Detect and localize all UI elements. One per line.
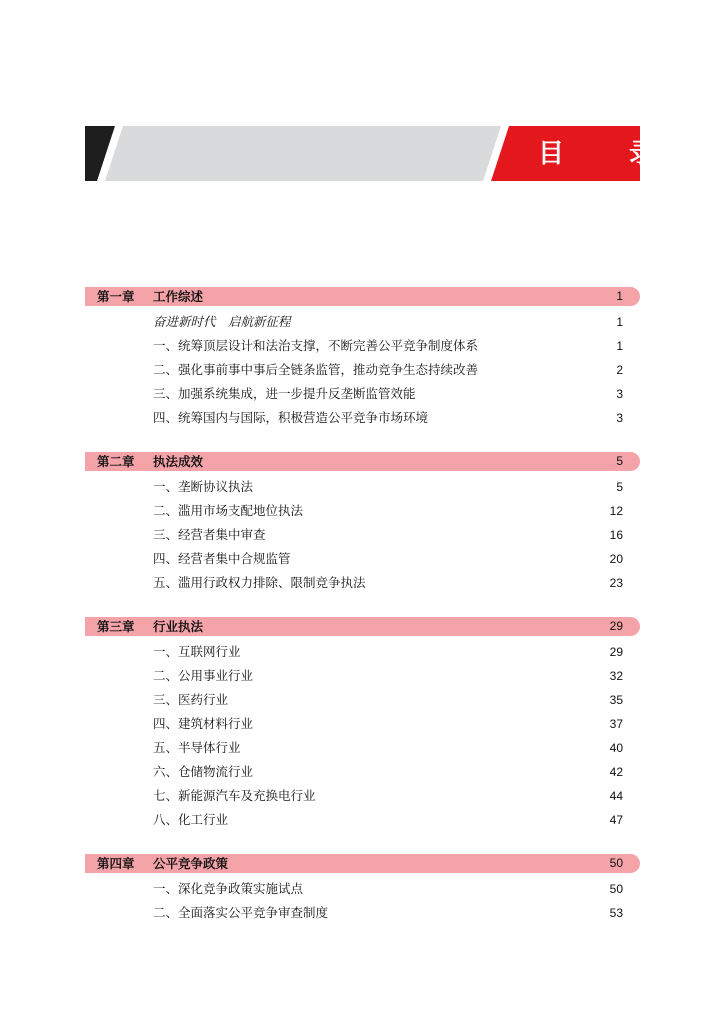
toc-entry-label: 七、新能源汽车及充换电行业 xyxy=(153,788,316,803)
toc-motto-label: 奋进新时代 启航新征程 xyxy=(153,314,291,329)
toc-entry-page-number: 3 xyxy=(616,411,623,425)
toc-entry[interactable] xyxy=(85,523,640,547)
toc-entry-page-number: 32 xyxy=(609,669,623,683)
toc-entry-label: 二、滥用市场支配地位执法 xyxy=(153,503,304,518)
toc-entry-page-number: 12 xyxy=(609,504,623,518)
toc-entry-page-number: 53 xyxy=(609,906,623,920)
toc-chapter xyxy=(85,287,640,430)
toc-chapter xyxy=(85,854,640,925)
chapter-title: 行业执法 xyxy=(153,619,204,634)
toc-chapter xyxy=(85,617,640,832)
toc-entry[interactable] xyxy=(85,877,640,901)
toc-entry-label: 四、建筑材料行业 xyxy=(153,716,254,731)
toc-entry-label: 三、医药行业 xyxy=(153,692,229,707)
toc-entry[interactable] xyxy=(85,499,640,523)
toc-entry-page-number: 47 xyxy=(609,813,623,827)
toc-entry-label: 四、经营者集中合规监管 xyxy=(153,551,291,566)
toc-entry[interactable] xyxy=(85,547,640,571)
toc-entry-page-number: 3 xyxy=(616,387,623,401)
toc-entry-label: 二、强化事前事中事后全链条监管，推动竞争生态持续改善 xyxy=(153,362,479,377)
chapter-number: 第四章 xyxy=(97,856,135,871)
toc-entry-page-number: 42 xyxy=(609,765,623,779)
toc-entry[interactable] xyxy=(85,640,640,664)
toc-entry-page-number: 50 xyxy=(609,882,623,896)
toc-entry-page-number: 29 xyxy=(609,645,623,659)
toc-entry[interactable] xyxy=(85,571,640,595)
toc-entry-label: 二、公用事业行业 xyxy=(153,668,254,683)
toc-entry[interactable] xyxy=(85,382,640,406)
toc-entry-label: 二、全面落实公平竞争审查制度 xyxy=(153,905,329,920)
toc-entry-label: 三、加强系统集成，进一步提升反垄断监管效能 xyxy=(153,386,416,401)
toc-entry-page-number: 1 xyxy=(616,315,623,329)
chapter-title: 工作综述 xyxy=(153,289,204,304)
toc-entry-label: 三、经营者集中审查 xyxy=(153,527,266,542)
toc-entry-page-number: 37 xyxy=(609,717,623,731)
toc-entry[interactable] xyxy=(85,688,640,712)
toc-entry-page-number: 40 xyxy=(609,741,623,755)
chapter-heading-bar[interactable] xyxy=(85,854,640,873)
toc-entry[interactable] xyxy=(85,808,640,832)
toc-entry-page-number: 23 xyxy=(609,576,623,590)
toc-chapter xyxy=(85,452,640,595)
chapter-heading-bar[interactable] xyxy=(85,617,640,636)
toc-entry-label: 四、统筹国内与国际，积极营造公平竞争市场环境 xyxy=(153,410,429,425)
chapter-page-number: 50 xyxy=(609,856,623,870)
toc-entry[interactable] xyxy=(85,310,640,334)
toc-entry[interactable] xyxy=(85,475,640,499)
table-of-contents xyxy=(85,287,640,947)
toc-entry-label: 一、深化竞争政策实施试点 xyxy=(153,881,304,896)
chapter-heading-bar[interactable] xyxy=(85,452,640,471)
toc-entry-page-number: 44 xyxy=(609,789,623,803)
page-title: 目 录 xyxy=(538,139,684,169)
chapter-number: 第三章 xyxy=(97,619,135,634)
toc-entry[interactable] xyxy=(85,406,640,430)
chapter-page-number: 1 xyxy=(616,289,623,303)
toc-entry[interactable] xyxy=(85,784,640,808)
chapter-heading-bar[interactable] xyxy=(85,287,640,306)
toc-entry-label: 五、半导体行业 xyxy=(153,740,241,755)
chapter-number: 第二章 xyxy=(97,454,135,469)
chapter-page-number: 5 xyxy=(616,454,623,468)
toc-entry-page-number: 1 xyxy=(616,339,623,353)
toc-entry-label: 五、滥用行政权力排除、限制竞争执法 xyxy=(153,575,366,590)
toc-entry-page-number: 16 xyxy=(609,528,623,542)
chapter-title: 执法成效 xyxy=(153,454,204,469)
chapter-title: 公平竞争政策 xyxy=(153,856,229,871)
toc-entry[interactable] xyxy=(85,358,640,382)
toc-entry-label: 六、仓储物流行业 xyxy=(153,764,254,779)
toc-entry[interactable] xyxy=(85,901,640,925)
toc-entry-label: 一、互联网行业 xyxy=(153,644,241,659)
toc-entry-label: 一、统筹顶层设计和法治支撑，不断完善公平竞争制度体系 xyxy=(153,338,479,353)
toc-entry[interactable] xyxy=(85,712,640,736)
banner-gray-band xyxy=(105,126,501,181)
toc-entry[interactable] xyxy=(85,760,640,784)
toc-entry-label: 一、垄断协议执法 xyxy=(153,479,254,494)
toc-entry-page-number: 5 xyxy=(616,480,623,494)
toc-entry-page-number: 35 xyxy=(609,693,623,707)
toc-entry[interactable] xyxy=(85,736,640,760)
chapter-page-number: 29 xyxy=(609,619,623,633)
toc-entry-page-number: 2 xyxy=(616,363,623,377)
chapter-number: 第一章 xyxy=(97,289,135,304)
toc-entry-page-number: 20 xyxy=(609,552,623,566)
toc-entry[interactable] xyxy=(85,334,640,358)
toc-entry[interactable] xyxy=(85,664,640,688)
toc-entry-label: 八、化工行业 xyxy=(153,812,229,827)
